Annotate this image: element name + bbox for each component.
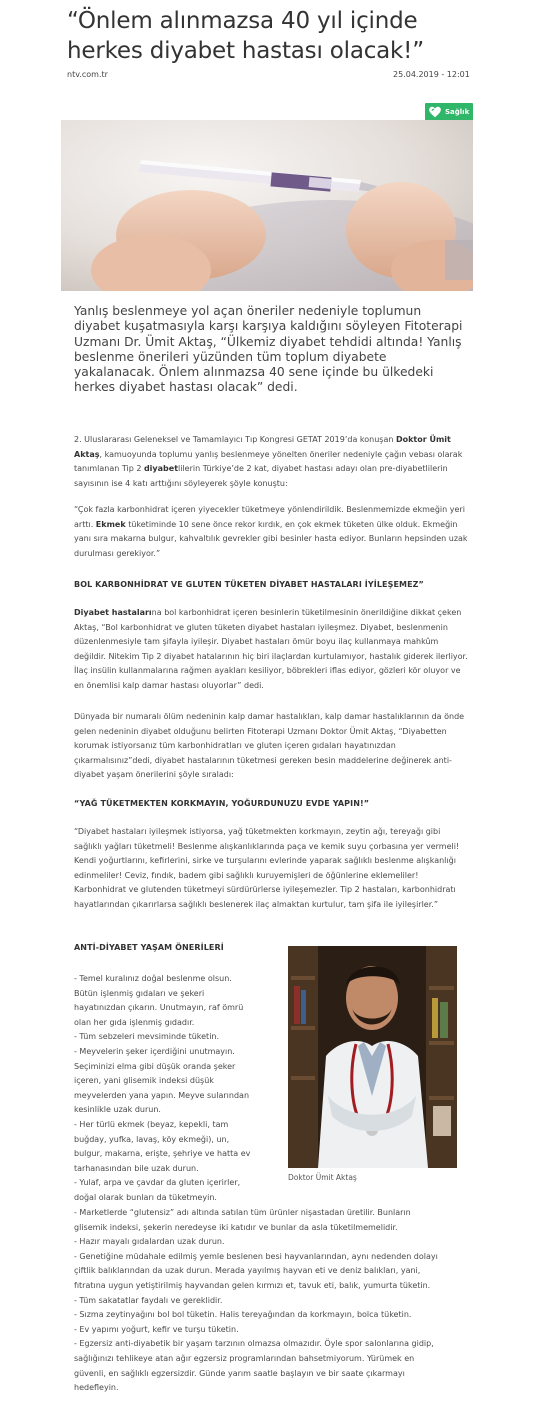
insulin-pen-photo [61,120,473,291]
list-item: güvenli, en sağlıklı egzersizdir. Günde yarım saatle başlayın ve bir saate çıkarmayı [74,1368,405,1378]
paragraph-1: 2. Uluslararası Geleneksel ve Tamamlayıcı Tıp Kongresi GETAT 2019’da konuşan Doktor Ümit Aktaş, kamuoyunda toplumu yanlış beslenmeye yönelten öneriler nedeniyle çağın vebası olarak tanımlanan Tip 2 diyabetlilerin Türkiye’de 2 kat, diyabet hastası adayı olan pre-diyabetlilerin sayısının ise 4 katı arttığını söyleyerek şöyle konuştu: [74,435,463,488]
article-date: 25.04.2019 - 12:01 [393,70,470,79]
recommendations-list-narrow [74,972,250,1206]
list-item: hedefleyin. [74,1383,119,1393]
list-item: - Marketlerde “glutensiz” adı altında satılan tüm ürünler nişastadan üretilir. Bunların [74,1208,411,1217]
list-item: - Tüm sakatatlar faydalı ve gereklidir. [74,1295,223,1305]
list-item: çiftlik balıklarından da uzak durun. Merada yayılmış hayvan eti ve deniz balıkları, yani, [74,1266,421,1276]
subheading-2: “YAĞ TÜKETMEKTEN KORKMAYIN, YOĞURDUNUZU EVDE YAPIN!” [74,799,370,808]
photo-caption: Doktor Ümit Aktaş [288,1173,357,1182]
list-item: - Meyvelerin şeker içerdiğini unutmayın. [74,1046,235,1056]
diabetes-patients-link[interactable]: Diyabet hastaları [74,608,152,617]
list-item: Bütün işlenmiş gıdaları ve şekeri [74,988,205,998]
list-item: - Sızma zeytinyağını bol bol tüketin. Halis tereyağından da korkmayın, bolca tüketin. [74,1310,412,1320]
list-item: sağlığınızı tehlikeye atan ağır egzersiz programlarından bahsetmiyorum. Yürümek en [74,1353,415,1363]
article-title: “Önlem alınmazsa 40 yıl içinde herkes diyabet hastası olacak!” [67,8,424,64]
hero-image [61,120,473,291]
paragraph-2: “Çok fazla karbonhidrat içeren yiyecekler tüketmeye yönlendirildik. Beslenmemizde ekmeğin yeri arttı. Ekmek tüketiminde 10 sene önce rekor kırdık, en çok ekmek tüketen ülke olduk. Ekmeğin yanı sıra makarna bulgur, kahvaltılık gevrekler gibi besinler hasta ediyor. Bunların hepsinden uzak durulması gerekiyor.” [74,505,468,558]
doctor-photo [288,946,457,1168]
list-item: - Temel kuralınız doğal beslenme olsun. [74,974,232,983]
list-item: - Hazır mayalı gıdalardan uzak durun. [74,1237,225,1247]
bread-link[interactable]: Ekmek [95,519,126,529]
list-item: - Genetiğine müdahale edilmiş yemle beslenen besi hayvanlarından, aynı nedenden dolayı [74,1251,438,1261]
category-label: Sağlık [445,108,470,116]
list-item: doğal olarak bunları da tüketmeyin. [74,1192,217,1202]
list-item: - Egzersiz anti-diyabetik bir yaşam tarzının olmazsa olmazıdır. Öyle spor salonlarına gidip, [74,1339,434,1349]
paragraph-4: Dünyada bir numaralı ölüm nedeninin kalp damar hastalıkları, kalp damar hastalıklarının da önde gelen nedeninin diyabet olduğunu belirten Fitoterapi Uzmanı Doktor Ümit Aktaş, “Diyabetten korumak istiyorsanız tüm karbonhidratları ve gluten içeren gıdaları hayatınızdan çıkarmalısınız”dedi, diyabet hastalarının tüketmesi gereken besin maddelerine değinerek anti-diyabet yaşam önerilerini şöyle sıraladı: [74,712,465,780]
list-item: hayatınızdan çıkarın. Unutmayın, raf ömrü [74,1003,244,1013]
list-item: meyvelerden yana yapın. Meyve sularından [74,1090,250,1100]
subheading-3: ANTİ-DİYABET YAŞAM ÖNERİLERİ [74,943,224,952]
list-item: olan her gıda işlenmiş gıdadır. [74,1017,195,1027]
paragraph-3: Diyabet hastalarına bol karbonhidrat içeren besinlerin tüketilmesinin önerildiğine dikkat çeken Aktaş, “Bol karbonhidrat ve gluten tüketen diyabet hastaları iyileşmez. Diyabet, beslenmenin düzenlenmesiyle tam şifayla iyileşir. Diyabet hastaları ömür boyu ilaç kullanmaya mahkûm değildir. Nitekim Tip 2 diyabet hatalarının hiç biri ilaçlardan kurtulamıyor, hastalık giderek ilerliyor. İlaç insülin kullanmalarına rağmen ayakları kesiliyor, böbrekleri iflas ediyor, gözleri kör oluyor ve en önemlisi kalp damar hastası oluyorlar” dedi. [74,608,468,690]
category-badge[interactable] [425,103,473,121]
list-item: - Yulaf, arpa ve çavdar da gluten içerirler, [74,1178,241,1188]
heart-icon [428,105,442,119]
list-item: - Ev yapımı yoğurt, kefir ve turşu tüketin. [74,1324,239,1334]
doctor-name-link[interactable]: Doktor Ümit Aktaş [74,435,451,459]
list-item: kesinlikle uzak durun. [74,1105,161,1115]
list-item: buğday, yufka, lavaş, köy ekmeği), un, [74,1134,230,1144]
list-item: glisemik indeksi, şekerin neredeyse iki katıdır ve bunlar da asla tüketilmemelidir. [74,1222,398,1232]
list-item: tarhanasından bile uzak durun. [74,1163,199,1173]
recommendations-list-wide [74,1206,438,1396]
subheading-1: BOL KARBONHİDRAT VE GLUTEN TÜKETEN DİYABET HASTALARI İYİLEŞEMEZ” [74,580,424,589]
doctor-portrait [288,946,457,1168]
article-source[interactable]: ntv.com.tr [67,70,108,79]
list-item: Seçiminizi elma gibi düşük oranda şeker [74,1061,236,1071]
diabetes-link[interactable]: diyabet [143,464,179,474]
list-item: - Tüm sebzeleri mevsiminde tüketin. [74,1032,220,1042]
list-item: - Her türlü ekmek (beyaz, kepekli, tam [74,1119,229,1129]
list-item: içeren, yani glisemik indeksi düşük [74,1076,214,1086]
list-item: bulgur, makarna, erişte, şehriye ve hatta ev [74,1149,251,1159]
list-item: fıtratına uygun yetiştirilmiş hayvandan gelen kırmızı et, tavuk eti, balık, yumurta tüketin. [74,1280,431,1290]
paragraph-5: “Diyabet hastaları iyileşmek istiyorsa, yağ tüketmekten korkmayın, zeytin ağı, tereyağı gibi sağlıklı yağları tüketmeli! Beslenme alışkanlıklarında paça ve kemik suyu çorbasına yer vermeli! Kendi yoğurtlarını, kefirlerini, sirke ve turşularını evlerinde yaparak sağlıklı beslenme alışkanlığı edinmeliler! Ceviz, fındık, badem gibi sağlıklı kuruyemişleri de öğünlerine eklemeliler! Karbonhidrat ve glutenden tüketmeyi sürdürürlerse iyileşemezler. Tip 2 hastaları, karbonhidratı hayatlarından çıkarırlarsa sağlıklı beslenerek ilaç almaktan kurtulur, tam şifa ile iyileşirler.” [74,827,460,909]
article-lead: Yanlış beslenmeye yol açan öneriler nedeniyle toplumun diyabet kuşatmasıyla karşı karşıya kaldığını söyleyen Fitoterapi Uzmanı Dr. Ümit Aktaş, “Ülkemiz diyabet tehdidi altında! Yanlış beslenme önerileri yüzünden tüm toplum diyabete yakalanacak. Önlem alınmazsa 40 sene içinde bu ülkedeki herkes diyabet hastası olacak” dedi. [74,304,463,395]
